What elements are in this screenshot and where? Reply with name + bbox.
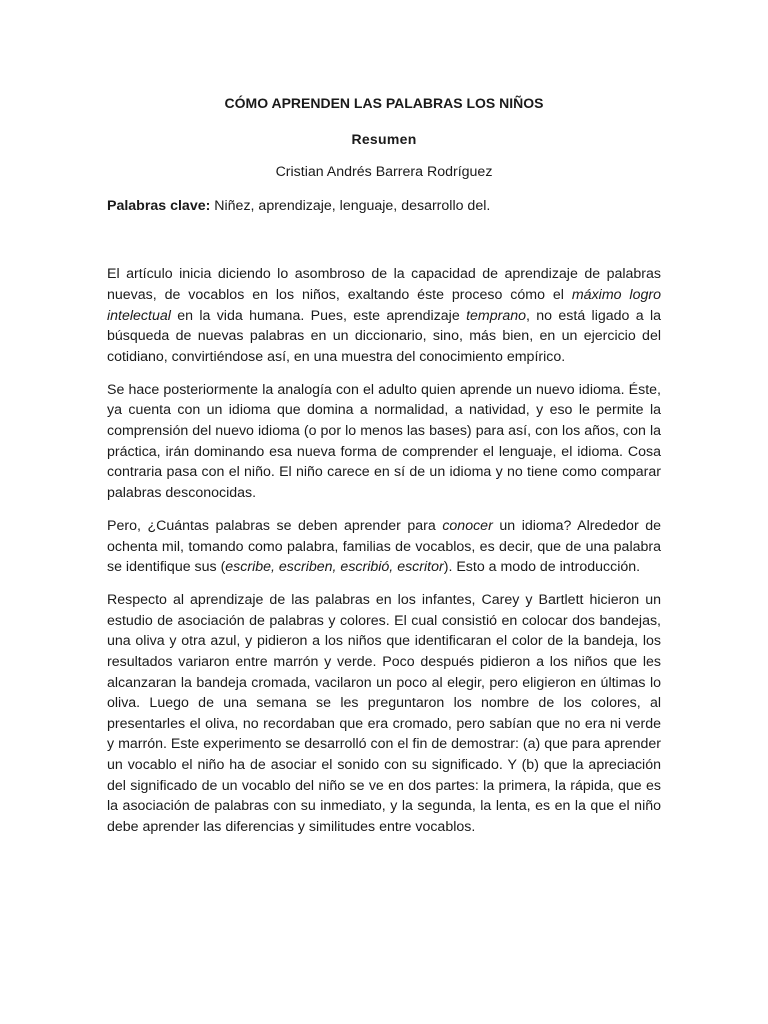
- paragraph-1-italic-b: temprano: [466, 307, 526, 324]
- keywords-label: Palabras clave:: [107, 197, 211, 214]
- paragraph-1: [107, 264, 661, 367]
- paragraph-3: [107, 516, 661, 578]
- paragraph-3-italic-a: conocer: [442, 517, 493, 534]
- paragraph-3-italic-b: escribe, escriben, escribió, escritor: [225, 559, 444, 576]
- paragraph-3-text-c: ). Esto a modo de introducción.: [443, 559, 641, 576]
- document-title: CÓMO APRENDEN LAS PALABRAS LOS NIÑOS: [224, 95, 544, 111]
- paragraph-1-text-b: en la vida humana. Pues, este aprendizaje: [170, 307, 467, 324]
- paragraph-1-text-a: El artículo inicia diciendo lo asombroso de la capacidad de aprendizaje de palabras nuevas, de vocablos en los niños, exaltando éste proceso cómo el: [107, 266, 661, 303]
- author-name: Cristian Andrés Barrera Rodríguez: [275, 164, 493, 181]
- document-page: [107, 93, 661, 850]
- document-subtitle: Resumen: [351, 130, 417, 147]
- paragraph-3-text-a: Pero, ¿Cuántas palabras se deben aprender para: [107, 517, 443, 534]
- paragraph-3-text-b: un idioma? Alrededor de ochenta mil, tomando como palabra, familias de vocablos, es decir, que de una palabra se identifique sus (: [107, 517, 661, 576]
- paragraph-4: Respecto al aprendizaje de las palabras en los infantes, Carey y Bartlett hicieron un estudio de asociación de palabras y colores. El cual consistió en colocar dos bandejas, una oliva y otra azul, y pidieron a los niños que identificaran el color de la bandeja, los resultados variaron entre marrón y verde. Poco después pidieron a los niños que les alcanzaran la bandeja cromada, vacilaron un poco al elegir, pero eligieron en últimas lo oliva. Luego de una semana se les preguntaron los nombre de los colores, al presentarles el oliva, no recordaban que era cromado, pero sabían que no era ni verde y marrón. Este experimento se desarrolló con el fin de demostrar: (a) que para aprender un vocablo el niño ha de asociar el sonido con su significado. Y (b) que la apreciación del significado de un vocablo del niño se ve en dos partes: la primera, la rápida, que es la asociación de palabras con su inmediato, y la segunda, la lenta, es en la que el niño debe aprender las diferencias y similitudes entre vocablos.: [107, 592, 661, 835]
- keywords-text: Niñez, aprendizaje, lenguaje, desarrollo del.: [210, 197, 491, 214]
- paragraph-1-italic-a: máximo logro intelectual: [107, 286, 661, 324]
- paragraph-2: Se hace posteriormente la analogía con el adulto quien aprende un nuevo idioma. Éste, ya cuenta con un idioma que domina a normalidad, a natividad, y eso le permite la comprensión del nuevo idioma (o por lo menos las bases) para así, con los años, con la práctica, irán dominando esa nueva forma de comprender el lenguaje, el idioma. Cosa contraria pasa con el niño. El niño carece en sí de un idioma y no tiene como comparar palabras desconocidas.: [107, 381, 661, 501]
- keywords-line: [107, 196, 661, 217]
- paragraph-1-text-c: , no está ligado a la búsqueda de nuevas palabras en un diccionario, sino, más bien, en un ejercicio del cotidiano, convirtiéndose así, en una muestra del conocimiento empírico.: [107, 307, 661, 365]
